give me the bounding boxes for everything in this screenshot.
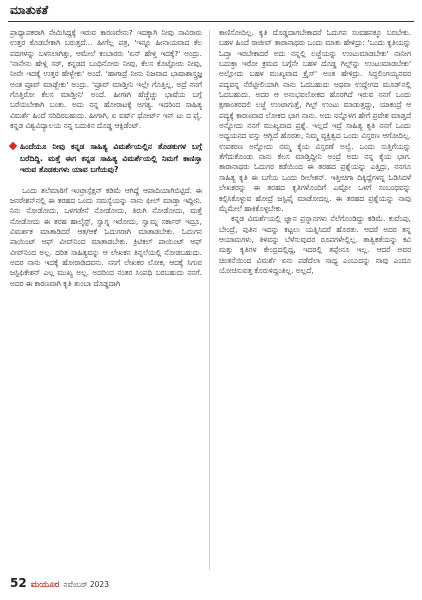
article-paragraph: ಕಾಣಿಸೋದಿಲ್ಲ. ಕೃತಿ ದೊಡ್ಡದಾಗಬೇಕಾದರೆ ಓದುಗನ ಸಂವಹನಕ್ಕೂ ಬರಬೇಕು. ಬಹಳ ಹಿಂದೆ ರಾಜೀವ್ ತಾರಾನಾಥರು ಒಂದು ಮಾತು ಹೇಳಿದ್ರು: 'ಒಂದು ಕೃತಿಯನ್ನು ಓದ್ತಾ ಇರಬೇಕಾದರೆ ಅದು ನನ್ನಲ್ಲಿ ಲಜ್ಜೆಯನ್ನು ಉಂಟುಮಾಡಬೇಕು' ನಾನೀಗ ಬದುಕ್ತಾ ಇರೋ ಕ್ರಮದ ಬಗ್ಗೆನೇ ಬಹಳ ದೊಡ್ಡ ಗಿಲ್ಟ್‌ನ್ನು ಉಂಟುಮಾಡಬೇಕು' ಅಲ್ಲೋದು ಬಹಳ ಮುಖ್ಯವಾದ ಕ್ರೈಸ್' ಅಂತ ಹೇಳಿದ್ರು. ಸಿದ್ಧಲಿಂಗಯ್ಯನವರ ಪದ್ಯವನ್ನ ನೆರೆಟ್ಟೀಲಿಯಾಗಿ ನಾನು ಓದಬಹುದು ಅಥವಾ ಉದ್ದೇಗದ ಮೂಡ್‌ನಲ್ಲಿ ಓದಬಹುದು. ಅದರ ಆ ಅನುಭವಲೋಕದ ಹೊರಗಿದೆ ಇರುವ ನನಗೆ ಒಂದು ಕ್ಷಣಾಂತರದಲಿ ಲಜ್ಜೆ ಉಂಟಾಗುತ್ತೆ, ಗಿಲ್ಟ್ ಉಂಟು ಮಾಡುತ್ತದ್ದು, ಯಾಕಂದ್ರೆ ಆ ಪದ್ಯಕ್ಕೆ ಕಾರಣವಾದ ಲೋಕದ ಭಾಗ ನಾನು. ಅದು ನನ್ನೊಳಗ ಹೇಗೆ ಪ್ರವೇಶ ಮಾಡ್ತದೆ ಅನ್ನೋದು ನನಗೆ ಮುಖ್ಯವಾದ ಪ್ರಶ್ನೆ. ಇಲ್ಲದೆ ಇದ್ರೆ ಸಾಹಿತ್ಯ ಕೃತಿ ನನಗೆ ಒಂದು ಅಧ್ಯಯನದ ವಸ್ತು ಆಗ್ಬಿದೆ ಹೊರತು, ನಿಮ್ಮ ವ್ಯಕ್ತಿತ್ವದ ಒಂದು ವಿಸ್ತರಣ ಆಗೋದಿಲ್ಲ. ಉಪಕರಣ ಅನ್ನೋದು ನಮ್ಮ ಕೈಯ ವಿಸ್ತರಣೆ ಅಲ್ವೆ. ಒಂದು ಸುತ್ತಿಗೆಯನ್ನು ತೆಗೆದುಕೊಂಡು ನಾನು ಕೆಲಸ ಮಾಡ್ತಿದ್ದೀನಿ ಅಂದ್ರೆ ಅದು ನನ್ನ ಕೈಯ ಭಾಗ. ತಾರಾನಾಥರು ಓದುಗರ ಕಡೆಯಿಂದ ಈ ತರಹದ ಪ್ರಶ್ನೆಯನ್ನು ಎತ್ತಿದ್ರು, ನನಗೂ ಸಾಹಿತ್ಯ ಕೃತಿ ಈ ಬಗೆಯ ಒಂದು ರೀಲೇಶನ್. ಇತ್ತೀಚಿಗಾ ದಿಕ್ಕಿದ್ದೆಗಳನ್ನ ಓಡಿಸಿದಳೆ ಲೇಖಕರನ್ನು ಈ ತರಹದ ಕೃತಿಗಳೊಂದಿಗೆ ಎಷ್ಟೋ ಒಳಗೆ ಸಂಬಂಧವನ್ನು ಕಲ್ಪಿಸಿಕೊಳ್ಳುವ ಹೋದ್ರೆ ಜಸ್ಟಿಫೈ ಮಾಡೋದಲ್ಲ. ಈ ತರಹದ ಪ್ರಶ್ನೆಯನ್ನು ನಾವು ಮೈಮೇಲೆ ಹಾಕಿಕೊಳ್ಳಬೇಕು. xyxy=(219,28,411,213)
article-paragraph: ಕನ್ನಡ ವಿಮರ್ಶೆಯಲ್ಲಿ ಜ್ಞಾನ ಪ್ರಸ್ನಾನಗಳು ನೆಲೆಗೊಂಡಿದ್ದು ಕಡಿಮೆ. ಕುವೆಂಪು, ಬೇಂದ್ರೆ, ಪುತಿನ ಇದನ್ನು ಕಟ್ಟಲು ಯತ್ನಿಸಿದರೆ ಹೊರತು. ಆದರೆ ಅದರ ತನ್ನ ಆಯಾಮಗಳು, ತಿಳಿವನ್ನು ಬೆಳೆಸುವುದರ ರೂಪಗಳೇಲ್ಲಿಲ್ಲ. ತಾತ್ವಿಕತೆಯನ್ನು ಕವಿ ಮತ್ತು ಕೃತಿಗಳ ಕೇಂದ್ರದಲ್ಲಿದ್ದ, ಇದರಲ್ಲಿ ತಪ್ಪೇನೂ ಇಲ್ಲ. ಆದರೆ ಅವರ ಚಿಂತನೆಯಿಂದ ವಿಮರ್ಶೆ ಏನು ಪಡೆದೆಲಾ ಸಾಧ್ಯ ಎಂಬುದನ್ನು ನಾವು ಎಂದೂ ಯೋಚಿಸುವತ್ತ ಕೊರುಳಿದ್ದಂತಿಲ್ಲ. ಅಲ್ಲದೆ, xyxy=(219,214,411,275)
article-paragraph: ಒಂದು ತಲೆಮಾರಿಗೆ ಇಂಟ್ರಾಸ್ಪೆಕ್ಷನ್ ಕಡಿಮೆ ಆಗಿದ್ದೆ ಆಪಾದಿಯಾಗಿಬಿಟ್ಟಿದೆ. ಈ ಜನರೇಶನ್‌ನಲ್ಲಿ ಈ ತರಹದ ಒಂದು ಸಮಸ್ಯೆಯನ್ನು ನಾನು ಫೀಲ್ ಮಾಡ್ತಾ ಇದ್ದೀನಿ. ನಿನು ನೋಡೋದು, ಒಳಗಡೇನೆ ನೋಡೋದು, ತಿರುಗಿ ನೋಡೋದು, ಮತ್ತೆ ನೋಡೋದು ಈ ತರಹ ಹಾಲೈಸ್ಟ್, ಸ್ವಾಗ್ನ ಇರೋದು, ಸ್ವಾಮ್ನ ಸರ್ಕಾರ್ ಇದ್ರೂ, ವಿಮರ್ಶಕ ಮಾತಾಡಿದರೆ ಆತ/ಆಕೆ ಓದುಗರಾಗಿ ಮಾತಾಡಬೇಕು. ಓದುಗನ ಪಾಯಿಂಟ್ ಆಫ್ ವೀವ್‌ನಿಂದ ಮಾತಾಡಬೇಕು. ಕ್ರಿಟಿಕಲ್ ಪಾಯಿಂಟ್ ಆಫ್ ವೀವ್‌ನಿಂದ ಅಲ್ಲ. ದರಿತ ಸಾಹಿತ್ಯವನ್ನು ಆ ಲೇಖಕನ ತಿನ್ನಲೆಯಲ್ಲಿ ನೋಡಬಹುದು. ಅದರ ನಾನು ಇದಕ್ಕೆ ಹೋರಾಡಿದವನು. ನನಗೆ ಲೇಖಕರ ಲೋಕ, ಆದಕ್ಕೆ ಸಿಗುವ ಜಸ್ಟಿಫಿಕೇಶನ್ ಎಲ್ಲ ಮುಖ್ಯ ಅಲ್ಲ. ಅದರಿಂದ ನಂತರ ಸಿಂಪಥಿ ಬರಬಹುದು ನನಗೆ. ಅದರ ಈ ಕಾರಣವಾಗಿ ಕೃತಿ ತುಂಬಾ ದೊಡ್ಡದಾಗಿ xyxy=(10,185,202,288)
left-column xyxy=(10,28,202,289)
issue-date: ನವೆಂಬರ್ 2023 xyxy=(63,580,109,589)
header-rule xyxy=(8,21,414,22)
section-title: ಮಾತುಕತೆ xyxy=(10,3,49,17)
page-header xyxy=(0,0,422,24)
article-paragraph: ಪ್ರಾಧ್ಯಾಪಕರಾಗಿ ನೇಮಿಸಿದ್ದಕ್ಕೆ ಇರುವ ಕಾರಣವೇನು? ಇದಕ್ಕಾಗಿ ನೀವು ಸಾವಿರಾರು ಉತ್ತರ ಕೊಡಬೇಕಾಗಿ ಬರುತ್ತದೆ... ಹೀಗೆಲ್ಲ ಪತ್ರ, 'ಇನ್ನೂ ಹೀನಾಯವಾದ ಕೆಲ ಪದಗಳನ್ನು ಬಳಸಲಾಗಿತ್ತು, ಆಮೇಲೆ ಕಂಬಾರರು 'ಏನ್ ಹೇಳ್ತಿ ಇದಕ್ಕೆ?' ಅಂದ್ರು. 'ನಾನೇನು ಹೇಳ್ಲಿ ಸರ್, ಕನ್ನಡದ ಬಂಧಿನೋರು ನೀವು, ಕೆಲಸ ಕೊಟ್ಟೋರು ನೀವು, ನೀವೇ ಇದಕ್ಕೆ ಉತ್ತರ ಹೇಳ್ಬೇಕು' ಅಂದೆ. 'ಹಾಗಾದ್ರೆ ನೀನು ನಿಜವಾದ ಭಾಷಾಶಾಸ್ತ್ರಜ್ಞ ಅಂತ ಪ್ರೂವ್ ಮಾಡ್ಬೇಕು' ಅಂದ್ರು. 'ಪ್ರೂವ್ ಮಾಡ್ತೀನಿ ಇಲ್ಲೇ ಗೊತ್ತಿಲ್ಲ, ಅದ್ರೆ ನನಗೆ ಗೊತ್ತಿರೋ ಕೆಲಸ ಮಾಡ್ತೀನಿ' ಅಂದೆ. ಹೀಗಾಗಿ ಹೆಚ್ಚೆಚ್ಚು ಭಾಷೆಯ ಬಗ್ಗೆ ಬರೆಯಬೇಕಾಗಿ ಬಂತು. ಅದು ನನ್ನ ಹೋರಾಟಕ್ಕೆ ಅಗತ್ಯ. ಇದರಿಂದ ಸಾಹಿತ್ಯ ವಿಮರ್ಶೆ ಹಿಂದೆ ಸರಿದಿರಬಹುದು. ಹೀಗಾಗಿ, ಏ ವರ್ಷ್ ಥೋರ್ಟ್ ಇನ್ ಟು ದ ಫೈ. ಕನ್ನಡ ವಿಶ್ವವಿದ್ಯಾಲಯ ನನ್ನ ಬದುಕಿನ ದೊಡ್ಡ ಆಕ್ಸಿಡೆಂಟ್. xyxy=(10,28,202,131)
right-column xyxy=(219,28,411,276)
column-divider xyxy=(209,30,210,570)
interview-question xyxy=(10,141,202,175)
question-bullet-icon xyxy=(9,142,17,150)
question-text: ಹಿಂದೆಯೂ ನೀವು ಕನ್ನಡ ಸಾಹಿತ್ಯ ವಿಮರ್ಶೆಯಲ್ಲಿನ ತೊಡಕುಗಳ ಬಗ್ಗೆ ಬರೆದಿದ್ದಿ. ಮತ್ತೆ ಈಗ ಕನ್ನಡ ಸಾಹಿತ್ಯ ವಿಮರ್ಶೆಯಲ್ಲಿ ನಿಮಗೆ ಕಾಣಿಸ್ತಾ ಇರುವ ತೊಡಕುಗಳು ಯಾವ ಬಗೆಯವು? xyxy=(20,142,202,175)
page-footer xyxy=(10,576,109,594)
page-number: 52 xyxy=(10,576,27,590)
magazine-name: ಮಯೂರ xyxy=(30,580,60,590)
